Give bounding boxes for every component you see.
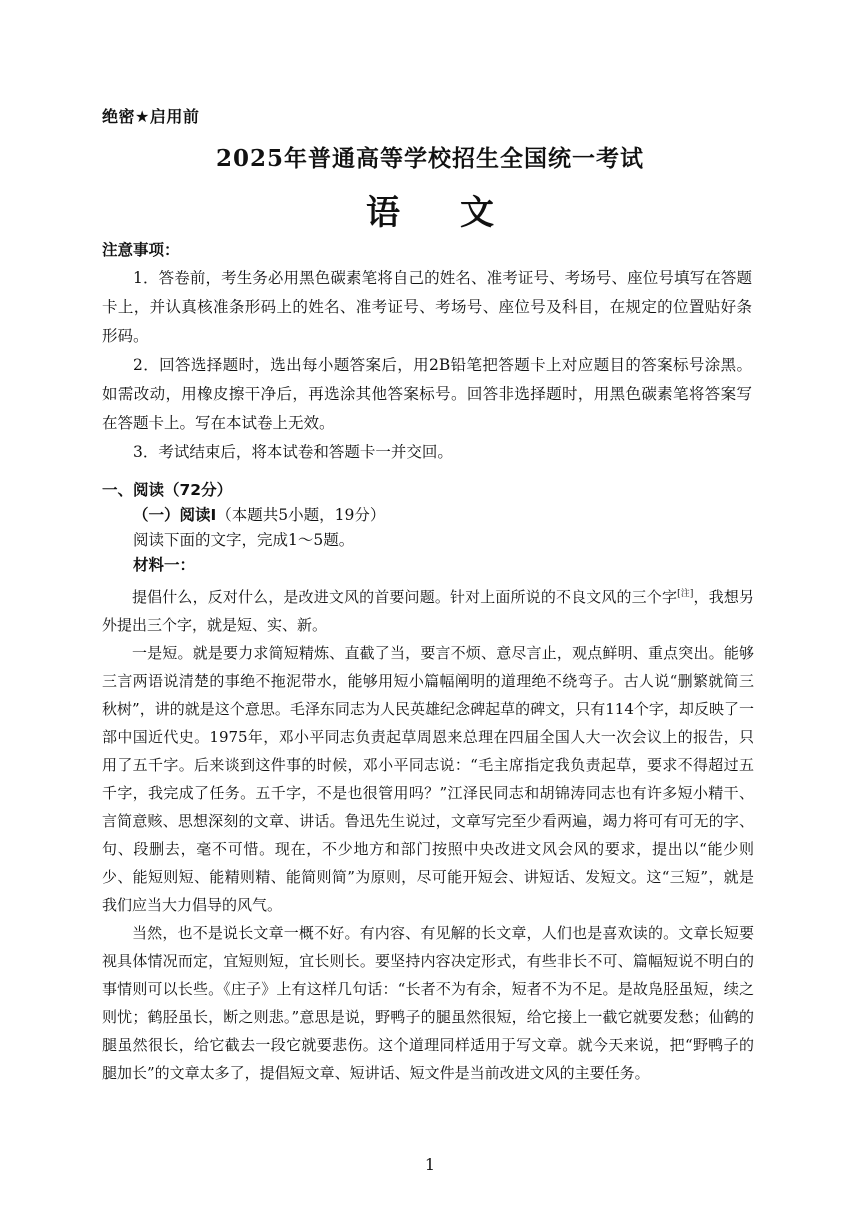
subsection-label: （一）阅读Ⅰ: [133, 506, 217, 524]
passage: [102, 580, 754, 1087]
exam-title: 2025年普通高等学校招生全国统一考试: [215, 145, 644, 172]
subsection-title: [133, 503, 385, 525]
passage-paragraph: 一是短。就是要力求简短精炼、直截了当，要言不烦、意尽言止，观点鲜明、重点突出。能够三言两语说清楚的事绝不拖泥带水，能够用短小篇幅阐明的道理绝不绕弯子。古人说“删繁就简三秋树”，讲的就是这个意思。毛泽东同志为人民英雄纪念碑起草的碑文，只有114个字，却反映了一部中国近代史。1975年，邓小平同志负责起草周恩来总理在四届全国人大一次会议上的报告，只用了五千字。后来谈到这件事的时候，邓小平同志说：“毛主席指定我负责起草，要求不得超过五千字，我完成了任务。五千字，不是也很管用吗？”江泽民同志和胡锦涛同志也有许多短小精干、言简意赅、思想深刻的文章、讲话。鲁迅先生说过，文章写完至少看两遍，竭力将可有可无的字、句、段删去，毫不可惜。现在，不少地方和部门按照中央改进文风会风的要求，提出以“能少则少、能短则短、能精则精、能简则简”为原则，尽可能开短会、讲短话、发短文。这“三短”，就是我们应当大力倡导的风气。: [102, 644, 754, 914]
instruction: 阅读下面的文字，完成1～5题。: [133, 531, 355, 549]
note-item: 1．答卷前，考生务必用黑色碳素笔将自己的姓名、准考证号、考场号、座位号填写在答题卡上，并认真核准条形码上的姓名、准考证号、考场号、座位号及科目，在规定的位置贴好条形码。: [102, 269, 752, 345]
note-item: 2．回答选择题时，选出每小题答案后，用2B铅笔把答题卡上对应题目的答案标号涂黑。如需改动，用橡皮擦干净后，再选涂其他答案标号。回答非选择题时，用黑色碳素笔将答案写在答题卡上。写在本试卷上无效。: [102, 356, 752, 432]
passage-text: ，我想另外提出三个字，就是短、实、新。: [102, 588, 754, 634]
section-title: 一、阅读（72分）: [102, 481, 233, 499]
notes-heading: 注意事项：: [102, 241, 180, 259]
subsection-detail: （本题共5小题，19分）: [216, 506, 386, 524]
notes-list: [102, 264, 752, 467]
note-item: 3．考试结束后，将本试卷和答题卡一并交回。: [133, 443, 453, 461]
footnote-marker: [注]: [677, 589, 694, 599]
subject-title: 语文: [366, 193, 554, 233]
passage-paragraph: [102, 580, 754, 639]
confidential-label: 绝密★启用前: [102, 107, 200, 126]
page-number: 1: [424, 1155, 436, 1174]
passage-text: 提倡什么，反对什么，是改进文风的首要问题。针对上面所说的不良文风的三个字: [132, 588, 678, 606]
passage-paragraph: 当然，也不是说长文章一概不好。有内容、有见解的长文章，人们也是喜欢读的。文章长短要视具体情况而定，宜短则短，宜长则长。要坚持内容决定形式，有些非长不可、篇幅短说不明白的事情则可以长些。《庄子》上有这样几句话：“长者不为有余，短者不为不足。是故凫胫虽短，续之则忧；鹤胫虽长，断之则悲。”意思是说，野鸭子的腿虽然很短，给它接上一截它就要发愁；仙鹤的腿虽然很长，给它截去一段它就要悲伤。这个道理同样适用于写文章。就今天来说，把“野鸭子的腿加长”的文章太多了，提倡短文章、短讲话、短文件是当前改进文风的主要任务。: [102, 924, 754, 1082]
material-label: 材料一：: [133, 556, 196, 574]
